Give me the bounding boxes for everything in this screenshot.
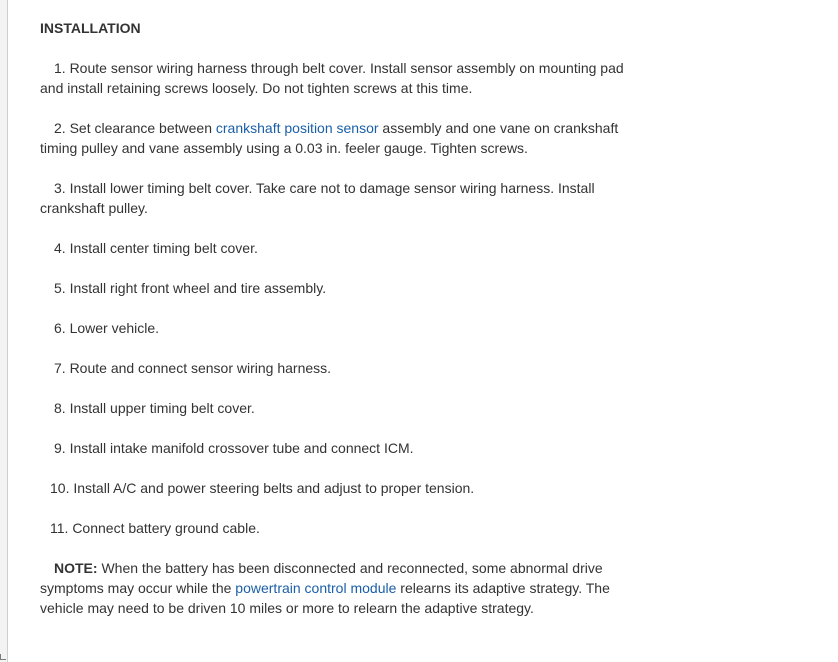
- step-5: 5. Install right front wheel and tire assembly.: [54, 280, 327, 296]
- step-11: 11. Connect battery ground cable.: [50, 520, 260, 536]
- step-2-text-after: assembly and one vane on crankshaft timing pulley and vane assembly using a 0.03 in. feeler gauge. Tighten screws.: [40, 120, 619, 156]
- powertrain-control-module-link[interactable]: powertrain control module: [235, 580, 397, 596]
- step-7: 7. Route and connect sensor wiring harness.: [54, 360, 332, 376]
- note-text-before: When the battery has been disconnected and reconnected, some abnormal drive symptoms may occur while the: [40, 560, 603, 596]
- crankshaft-position-sensor-link[interactable]: crankshaft position sensor: [215, 120, 379, 136]
- left-frame-border: [0, 0, 8, 662]
- step-6: 6. Lower vehicle.: [54, 320, 160, 336]
- step-8: 8. Install upper timing belt cover.: [54, 400, 255, 416]
- step-4: 4. Install center timing belt cover.: [54, 240, 258, 256]
- step-2: [40, 118, 640, 158]
- section-heading: INSTALLATION: [40, 20, 141, 36]
- step-1: 1. Route sensor wiring harness through belt cover. Install sensor assembly on mounting pad and install retaining screws loosely. Do not tighten screws at this time.: [40, 60, 624, 96]
- step-10: 10. Install A/C and power steering belts and adjust to proper tension.: [50, 480, 475, 496]
- document-content: [40, 18, 640, 638]
- step-9: 9. Install intake manifold crossover tube and connect ICM.: [54, 440, 414, 456]
- step-2-text-before: 2. Set clearance between: [54, 120, 216, 136]
- corner-resize-icon: [0, 654, 6, 660]
- step-3: 3. Install lower timing belt cover. Take care not to damage sensor wiring harness. Install crankshaft pulley.: [40, 180, 595, 216]
- note-label: NOTE:: [54, 560, 98, 576]
- note-paragraph: [40, 558, 640, 618]
- note-text-after: relearns its adaptive strategy. The vehicle may need to be driven 10 miles or more to relearn the adaptive strategy.: [40, 580, 610, 616]
